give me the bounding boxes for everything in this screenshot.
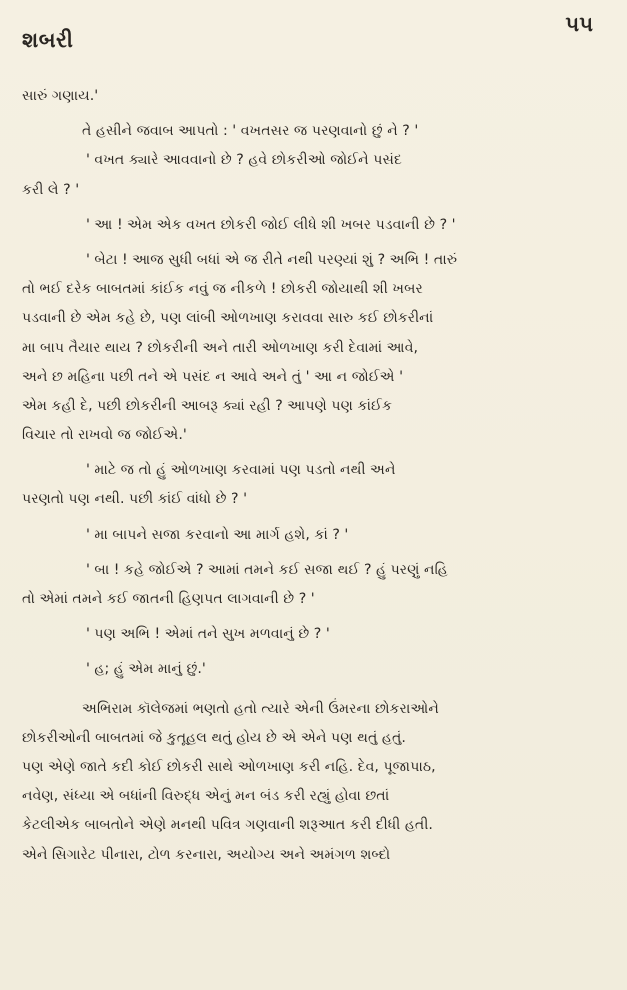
text-line: મા બાપ તૈયાર થાય ? છોકરીની અને તારી ઓળખાણ કરી દેવામાં આવે, xyxy=(22,339,419,356)
text-line: કેટલીએક બાબતોને એણે મનથી પવિત્ર ગણવાની શરૂઆત કરી દીધી હતી. xyxy=(22,817,433,834)
text-line: છોકરીઓની બાબતમાં જે કુતૂહલ થતું હોય છે એ એને પણ થતું હતું. xyxy=(22,729,406,746)
text-line: અભિરામ કૉલેજમાં ભણતો હતો ત્યારે એની ઉંમરના છોકરાઓને xyxy=(82,700,439,717)
text-line: નવેણ, સંધ્યા એ બધાંની વિરુદ્ધ એનું મન બંડ કરી રહ્યું હોવા છતાં xyxy=(22,788,390,805)
text-line: એમ કહી દે, પછી છોકરીની આબરૂ ક્યાં રહી ? આપણે પણ કાંઈક xyxy=(22,397,392,414)
text-line: ' મા બાપને સજા કરવાનો આ માર્ગ હશે, કાં ? ' xyxy=(86,526,349,543)
text-line: સારું ગણાય.' xyxy=(22,88,99,104)
text-line: અને છ મહિના પછી તને એ પસંદ ન આવે અને તું ' આ ન જોઈએ ' xyxy=(22,368,404,385)
body-text xyxy=(22,82,607,870)
text-line: તે હસીને જવાબ આપતો : ' વખતસર જ પરણવાનો છું ને ? ' xyxy=(82,123,419,140)
page-header xyxy=(0,0,627,70)
text-line: એને સિગારેટ પીનારા, ટોળ કરનારા, અયોગ્ય અને અમંગળ શબ્દો xyxy=(22,846,391,863)
text-line: પરણતો પણ નથી. પછી કાંઈ વાંધો છે ? ' xyxy=(22,491,247,508)
text-line: ' આ ! એમ એક વખત છોકરી જોઈ લીધે શી ખબર પડવાની છે ? ' xyxy=(86,216,456,233)
text-line: ' વખત ક્યારે આવવાનો છે ? હવે છોકરીઓ જોઈને પસંદ xyxy=(86,152,402,169)
text-line: ' બા ! કહે જોઈએ ? આમાં તમને કઈ સજા થઈ ? હું પરણું નહિ xyxy=(86,561,448,578)
text-line: કરી લે ? ' xyxy=(22,181,80,198)
text-line: પડવાની છે એમ કહે છે, પણ લાંબી ઓળખાણ કરાવવા સારુ કઈ છોકરીનાં xyxy=(22,310,434,327)
running-title: શબરી xyxy=(22,28,74,52)
text-line: ' પણ અભિ ! એમાં તને સુખ મળવાનું છે ? ' xyxy=(86,626,330,643)
text-line: વિચાર તો રાખવો જ જોઈએ.' xyxy=(22,427,187,444)
text-line: તો ભઈ દરેક બાબતમાં કાંઈક નવું જ નીકળે ! છોકરી જોયાથી શી ખબર xyxy=(22,281,423,298)
page-number: ૫૫ xyxy=(565,12,593,36)
text-line: ' માટે જ તો હું ઓળખાણ કરવામાં પણ પડતો નથી અને xyxy=(86,462,396,479)
text-line: તો એમાં તમને કઈ જાતની હિણપત લાગવાની છે ? ' xyxy=(22,591,315,607)
text-line: પણ એણે જાતે કદી કોઈ છોકરી સાથે ઓળખાણ કરી નહિ. દેવ, પૂજાપાઠ, xyxy=(22,758,436,775)
text-line: ' બેટા ! આજ સુધી બધાં એ જ રીતે નથી પરણ્યાં શું ? અભિ ! તારું xyxy=(86,251,458,268)
text-line: ' હ; હું એમ માનું છું.' xyxy=(86,661,206,678)
